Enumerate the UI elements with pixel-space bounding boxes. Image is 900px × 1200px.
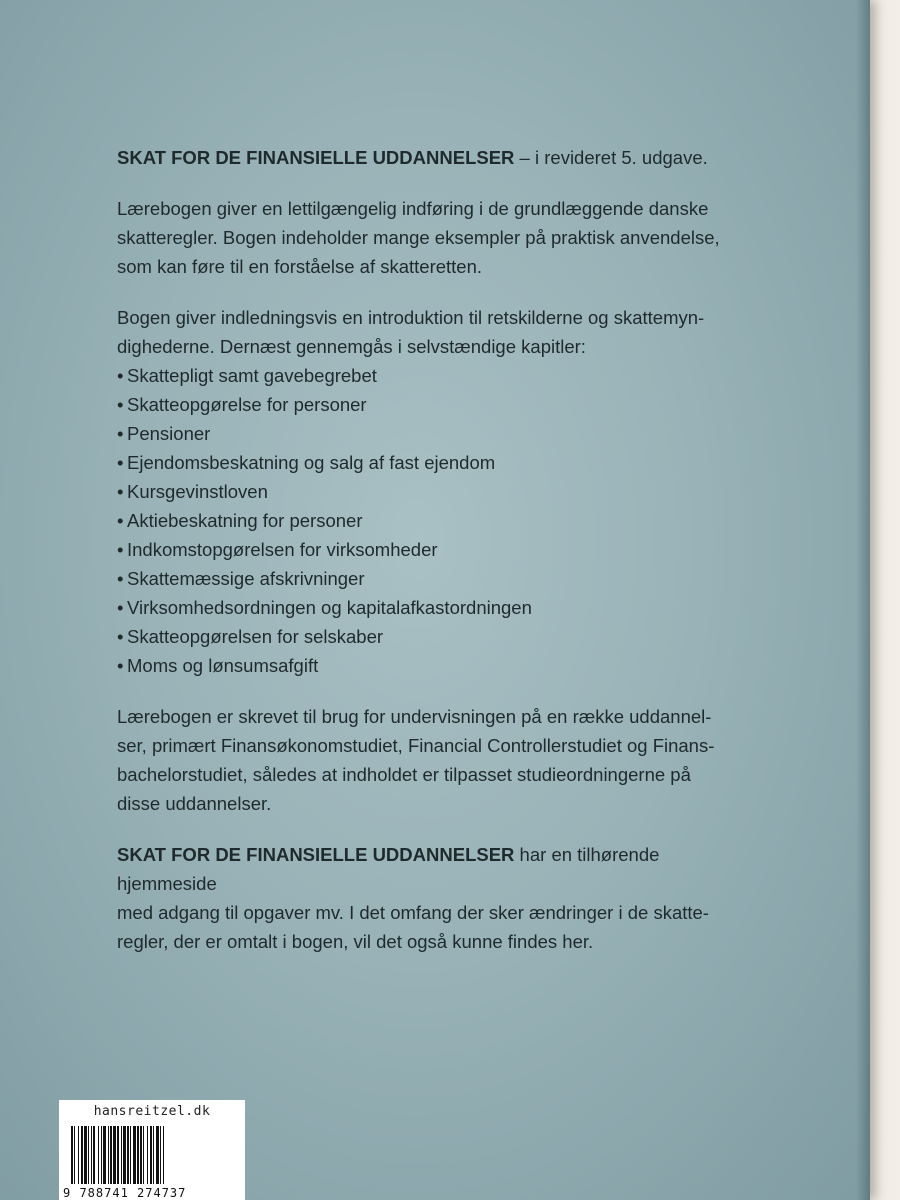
- barcode-bar: [160, 1126, 161, 1184]
- barcode-icon: [71, 1126, 233, 1184]
- barcode-bar: [98, 1126, 99, 1184]
- intro-line-2: skatteregler. Bogen indeholder mange eksempler på praktisk anvendelse,: [117, 227, 720, 248]
- list-item: • Virksomhedsordningen og kapitalafkastordningen: [117, 593, 757, 622]
- barcode-bar: [110, 1126, 112, 1184]
- barcode-bar: [78, 1126, 79, 1184]
- barcode-bar: [156, 1126, 159, 1184]
- barcode-bar: [81, 1126, 83, 1184]
- barcode-bar: [103, 1126, 106, 1184]
- edition-note: – i revideret 5. udgave.: [514, 147, 708, 168]
- barcode-bar: [147, 1126, 148, 1184]
- barcode-bar: [130, 1126, 131, 1184]
- barcode-bar: [133, 1126, 136, 1184]
- barcode-bar: [71, 1126, 73, 1184]
- list-item: • Moms og lønsumsafgift: [117, 651, 757, 680]
- bullet-icon: •: [117, 539, 124, 560]
- barcode-bar: [163, 1126, 164, 1184]
- barcode-bar: [137, 1126, 139, 1184]
- barcode-bar: [84, 1126, 87, 1184]
- barcode-bar: [143, 1126, 144, 1184]
- barcode-bar: [88, 1126, 89, 1184]
- title-line: [117, 143, 757, 172]
- purpose-line-3: bachelorstudiet, således at indholdet er tilpasset studieordningerne på: [117, 764, 691, 785]
- book-title-repeat: SKAT FOR DE FINANSIELLE UDDANNELSER: [117, 844, 515, 865]
- list-item: • Kursgevinstloven: [117, 477, 757, 506]
- website-line-1: har en tilhørende hjemmeside: [117, 844, 660, 894]
- website-line-3: regler, der er omtalt i bogen, vil det også kunne findes her.: [117, 931, 594, 952]
- barcode-bar: [121, 1126, 122, 1184]
- bullet-icon: •: [117, 510, 124, 531]
- list-item: • Pensioner: [117, 419, 757, 448]
- list-item: • Ejendomsbeskatning og salg af fast ejendom: [117, 448, 757, 477]
- list-item: • Aktiebeskatning for personer: [117, 506, 757, 535]
- list-item: • Skatteopgørelsen for selskaber: [117, 622, 757, 651]
- barcode-bar: [127, 1126, 129, 1184]
- bullet-icon: •: [117, 568, 124, 589]
- barcode-bar: [153, 1126, 154, 1184]
- barcode-bar: [123, 1126, 126, 1184]
- intro-paragraph: [117, 194, 757, 281]
- purpose-line-1: Lærebogen er skrevet til brug for undervisningen på en række uddannel-: [117, 706, 712, 727]
- bullet-icon: •: [117, 423, 124, 444]
- barcode-bar: [117, 1126, 119, 1184]
- intro-line-3: som kan føre til en forståelse af skatteretten.: [117, 256, 483, 277]
- website-line-2: med adgang til opgaver mv. I det omfang der sker ændringer i de skatte-: [117, 902, 709, 923]
- barcode-bar: [108, 1126, 109, 1184]
- barcode-bar: [91, 1126, 92, 1184]
- chapters-intro-line-2: dighederne. Dernæst gennemgås i selvstændige kapitler:: [117, 336, 586, 357]
- chapters-intro-paragraph: [117, 303, 757, 361]
- barcode-bar: [113, 1126, 116, 1184]
- book-title: SKAT FOR DE FINANSIELLE UDDANNELSER: [117, 147, 515, 168]
- list-item: • Indkomstopgørelsen for virksomheder: [117, 535, 757, 564]
- barcode-bar: [101, 1126, 102, 1184]
- purpose-line-2: ser, primært Finansøkonomstudiet, Financial Controllerstudiet og Finans-: [117, 735, 715, 756]
- isbn-number: 9 788741 274737: [63, 1186, 243, 1200]
- purpose-line-4: disse uddannelser.: [117, 793, 272, 814]
- bullet-icon: •: [117, 394, 124, 415]
- purpose-paragraph: [117, 702, 757, 818]
- barcode-bar: [93, 1126, 95, 1184]
- bullet-icon: •: [117, 365, 124, 386]
- barcode-bar: [150, 1126, 152, 1184]
- website-paragraph: [117, 840, 757, 956]
- bullet-icon: •: [117, 452, 124, 473]
- chapter-list: [117, 361, 757, 680]
- cover-text: [117, 143, 757, 978]
- list-item: • Skatteopgørelse for personer: [117, 390, 757, 419]
- barcode-bar: [74, 1126, 75, 1184]
- bullet-icon: •: [117, 626, 124, 647]
- list-item: • Skattemæssige afskrivninger: [117, 564, 757, 593]
- chapters-intro-line-1: Bogen giver indledningsvis en introduktion til retskilderne og skattemyn-: [117, 307, 705, 328]
- barcode-bar: [140, 1126, 142, 1184]
- barcode-label: [59, 1100, 245, 1200]
- bullet-icon: •: [117, 481, 124, 502]
- bullet-icon: •: [117, 597, 124, 618]
- bullet-icon: •: [117, 655, 124, 676]
- intro-line-1: Lærebogen giver en lettilgængelig indføring i de grundlæggende danske: [117, 198, 709, 219]
- list-item: • Skattepligt samt gavebegrebet: [117, 361, 757, 390]
- publisher-website: hansreitzel.dk: [93, 1104, 211, 1119]
